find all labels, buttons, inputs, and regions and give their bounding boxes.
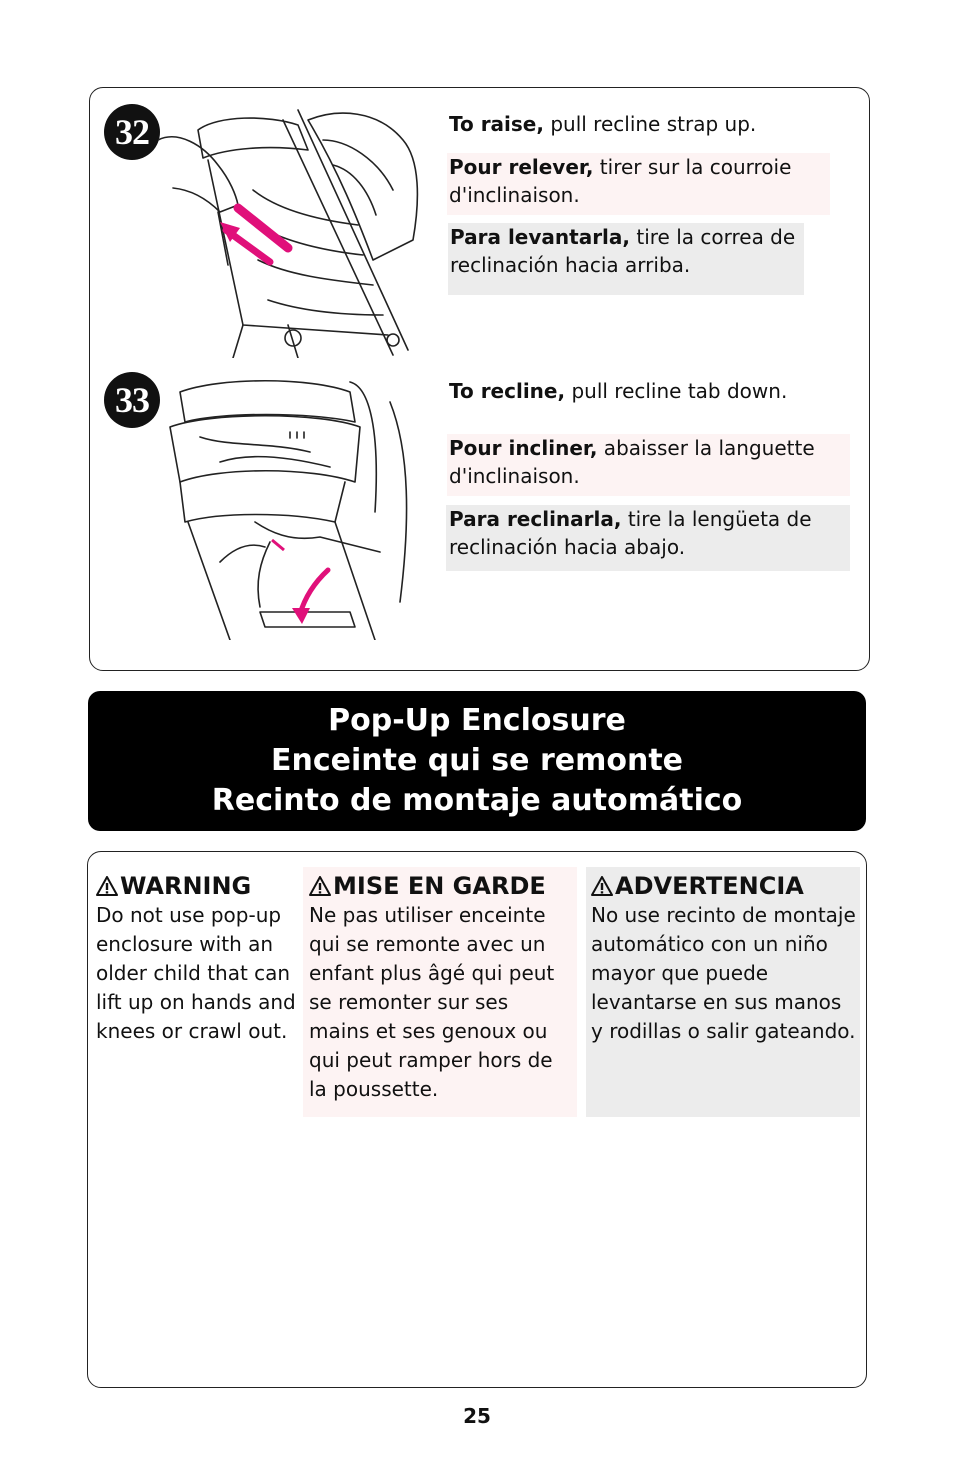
step33-french-instruction: Pour incliner, abaisser la languette d'inclinaison.: [447, 434, 850, 496]
page-number: 25: [463, 1404, 491, 1428]
section-title-english: Pop-Up Enclosure: [328, 703, 626, 738]
pink-arrow-up-icon: [220, 208, 288, 262]
warning-triangle-icon: [591, 876, 613, 896]
section-title-french: Enceinte qui se remonte: [270, 743, 684, 778]
warning-text-english: Do not use pop-up enclosure with an older child that can lift up on hands and knees or crawl out.: [96, 903, 296, 1043]
step33-english-instruction: To recline, pull recline tab down.: [449, 379, 788, 403]
step-number-badge-33: 33: [104, 372, 160, 428]
step33-spanish-instruction: Para reclinarla, tire la lengüeta de reclinación hacia abajo.: [446, 505, 850, 571]
warning-english: [96, 871, 298, 1046]
warning-text-spanish: No use recinto de montaje automático con un niño mayor que puede levantarse en sus manos y rodillas o salir gateando.: [591, 903, 856, 1043]
step32-english-instruction: To raise, pull recline strap up.: [449, 112, 757, 136]
step32-french-instruction: Pour relever, tirer sur la courroie d'inclinaison.: [447, 153, 830, 215]
warning-heading-spanish: ADVERTENCIA: [591, 871, 856, 901]
stroller-recline-illustration: [160, 372, 420, 640]
section-title-spanish: Recinto de montaje automático: [211, 783, 743, 818]
warning-spanish: [586, 867, 860, 1117]
warning-triangle-icon: [96, 876, 118, 896]
warning-triangle-icon: [309, 876, 331, 896]
warning-french: [303, 867, 577, 1117]
step-number-badge-32: 32: [104, 104, 160, 160]
warning-text-french: Ne pas utiliser enceinte qui se remonte avec un enfant plus âgé qui peut se remonter sur ses mains et ses genoux ou qui peut ramper hors de la poussette.: [309, 903, 555, 1101]
warning-heading-english: WARNING: [96, 871, 298, 901]
step32-spanish-instruction: Para levantarla, tire la correa de reclinación hacia arriba.: [448, 223, 804, 295]
warning-heading-french: MISE EN GARDE: [309, 871, 572, 901]
section-title-bar: [88, 691, 866, 831]
stroller-raise-illustration: [158, 100, 424, 358]
